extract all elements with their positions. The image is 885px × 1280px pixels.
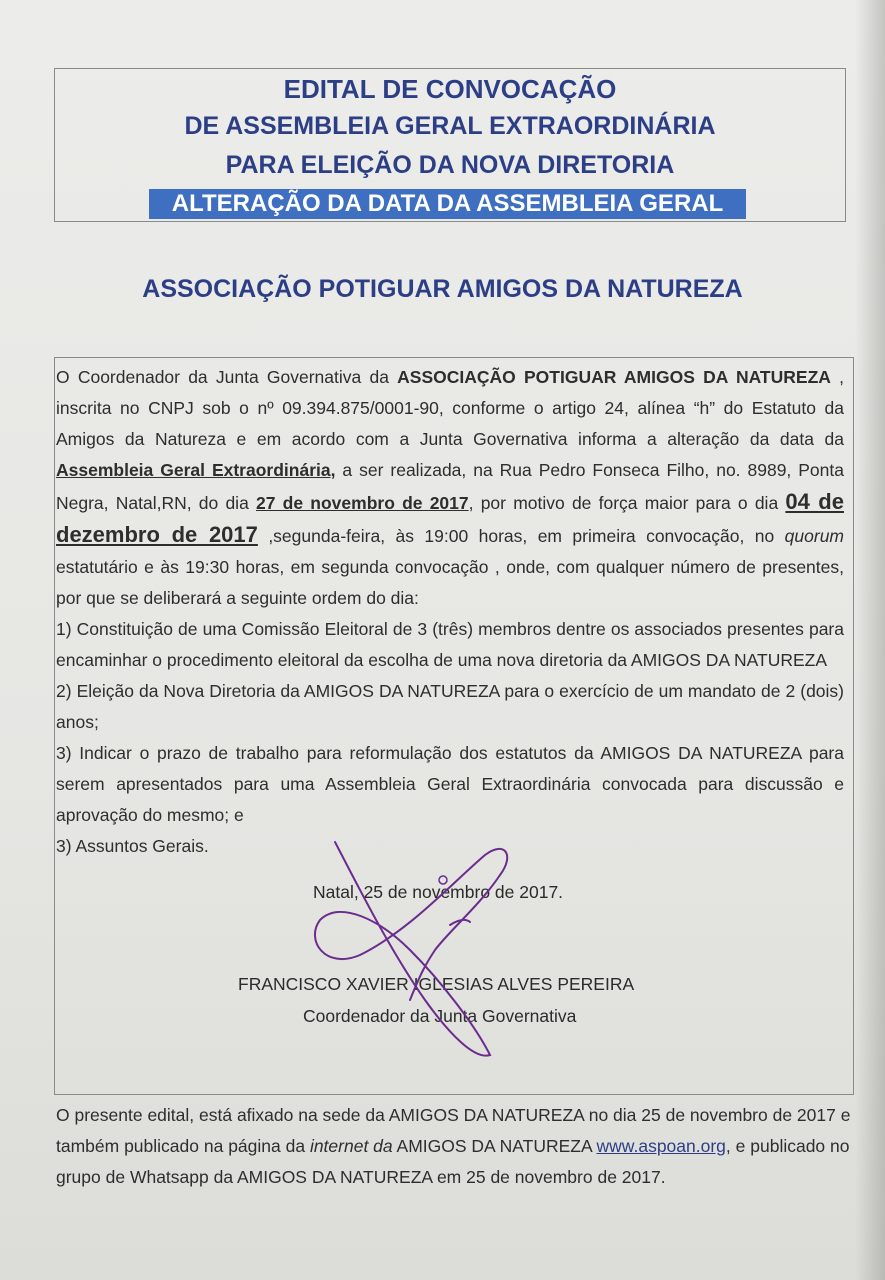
body-text [56, 362, 844, 862]
header-highlight-line: ALTERAÇÃO DA DATA DA ASSEMBLEIA GERAL [149, 189, 746, 219]
footer-text-b: AMIGOS DA NATUREZA [392, 1136, 597, 1156]
agenda-item-2: 2) Eleição da Nova Diretoria da AMIGOS DA NATUREZA para o exercício de um mandato de 2 (dois) anos; [56, 681, 844, 732]
footer-notice [56, 1100, 856, 1193]
footer-paragraph [56, 1100, 856, 1193]
intro-text-c: a ser realizada, na Rua Pedro Fonseca Filho, no. 8989, Ponta Negra, Natal,RN, do dia [56, 460, 844, 513]
quorum-word: quorum [784, 526, 845, 546]
agenda-item-1: 1) Constituição de uma Comissão Eleitoral de 3 (três) membros dentre os associados presentes para encaminhar o procedimento eleitoral da escolha de uma nova diretoria da AMIGOS DA NATUREZA [56, 619, 844, 670]
association-title: ASSOCIAÇÃO POTIGUAR AMIGOS DA NATUREZA [142, 275, 743, 303]
website-link[interactable]: www.aspoan.org [596, 1136, 726, 1156]
header-title-line1: EDITAL DE CONVOCAÇÃO [283, 74, 617, 104]
intro-text-f: estatutário e às 19:30 horas, em segunda convocação , onde, com qualquer número de presentes, por que se deliberará a seguinte ordem do dia: [56, 557, 844, 608]
intro-text-d: , por motivo de força maior para o dia [468, 493, 786, 513]
signatory-name: FRANCISCO XAVIER IGLESIAS ALVES PEREIRA [238, 974, 635, 994]
intro-text-b: , inscrita no CNPJ sob o nº 09.394.875/0001-90, conforme o artigo 24, alínea “h” do Estatuto da Amigos da Natureza e em acordo com a Junta Governativa informa a alteração da data da [56, 367, 844, 449]
old-date: 27 de novembro de 2017 [256, 493, 469, 513]
agenda-item-3: 3) Indicar o prazo de trabalho para reformulação dos estatutos da AMIGOS DA NATUREZA para serem apresentados para uma Assembleia Geral Extraordinária convocada para discussão e aprovação do mesmo; e [56, 743, 844, 825]
footer-internet: internet da [309, 1136, 393, 1156]
intro-assembleia: Assembleia Geral Extraordinária, [56, 460, 336, 480]
intro-assoc-name: ASSOCIAÇÃO POTIGUAR AMIGOS DA NATUREZA [397, 367, 831, 387]
intro-text-e: ,segunda-feira, às 19:00 horas, em primeira convocação, no [257, 526, 785, 546]
intro-paragraph [56, 362, 844, 614]
agenda-item-4: 3) Assuntos Gerais. [56, 836, 209, 856]
new-date: 04 de dezembro de 2017 [56, 489, 844, 547]
signatory-role: Coordenador da Junta Governativa [303, 1006, 577, 1026]
handwritten-signature [300, 830, 530, 1070]
header-title-line3: PARA ELEIÇÃO DA NOVA DIRETORIA [225, 151, 675, 179]
page-edge-shadow [855, 0, 885, 1280]
footer-text-a: O presente edital, está afixado na sede da AMIGOS DA NATUREZA no dia 25 de novembro de 2017 e também publicado na página da [56, 1105, 851, 1156]
signature-place-date: Natal, 25 de novembro de 2017. [313, 882, 564, 902]
footer-text-c: , e publicado no grupo de Whatsapp da AMIGOS DA NATUREZA em 25 de novembro de 2017. [56, 1136, 850, 1187]
intro-text-a: O Coordenador da Junta Governativa da [56, 367, 398, 387]
header-title-line2: DE ASSEMBLEIA GERAL EXTRAORDINÁRIA [184, 112, 716, 140]
